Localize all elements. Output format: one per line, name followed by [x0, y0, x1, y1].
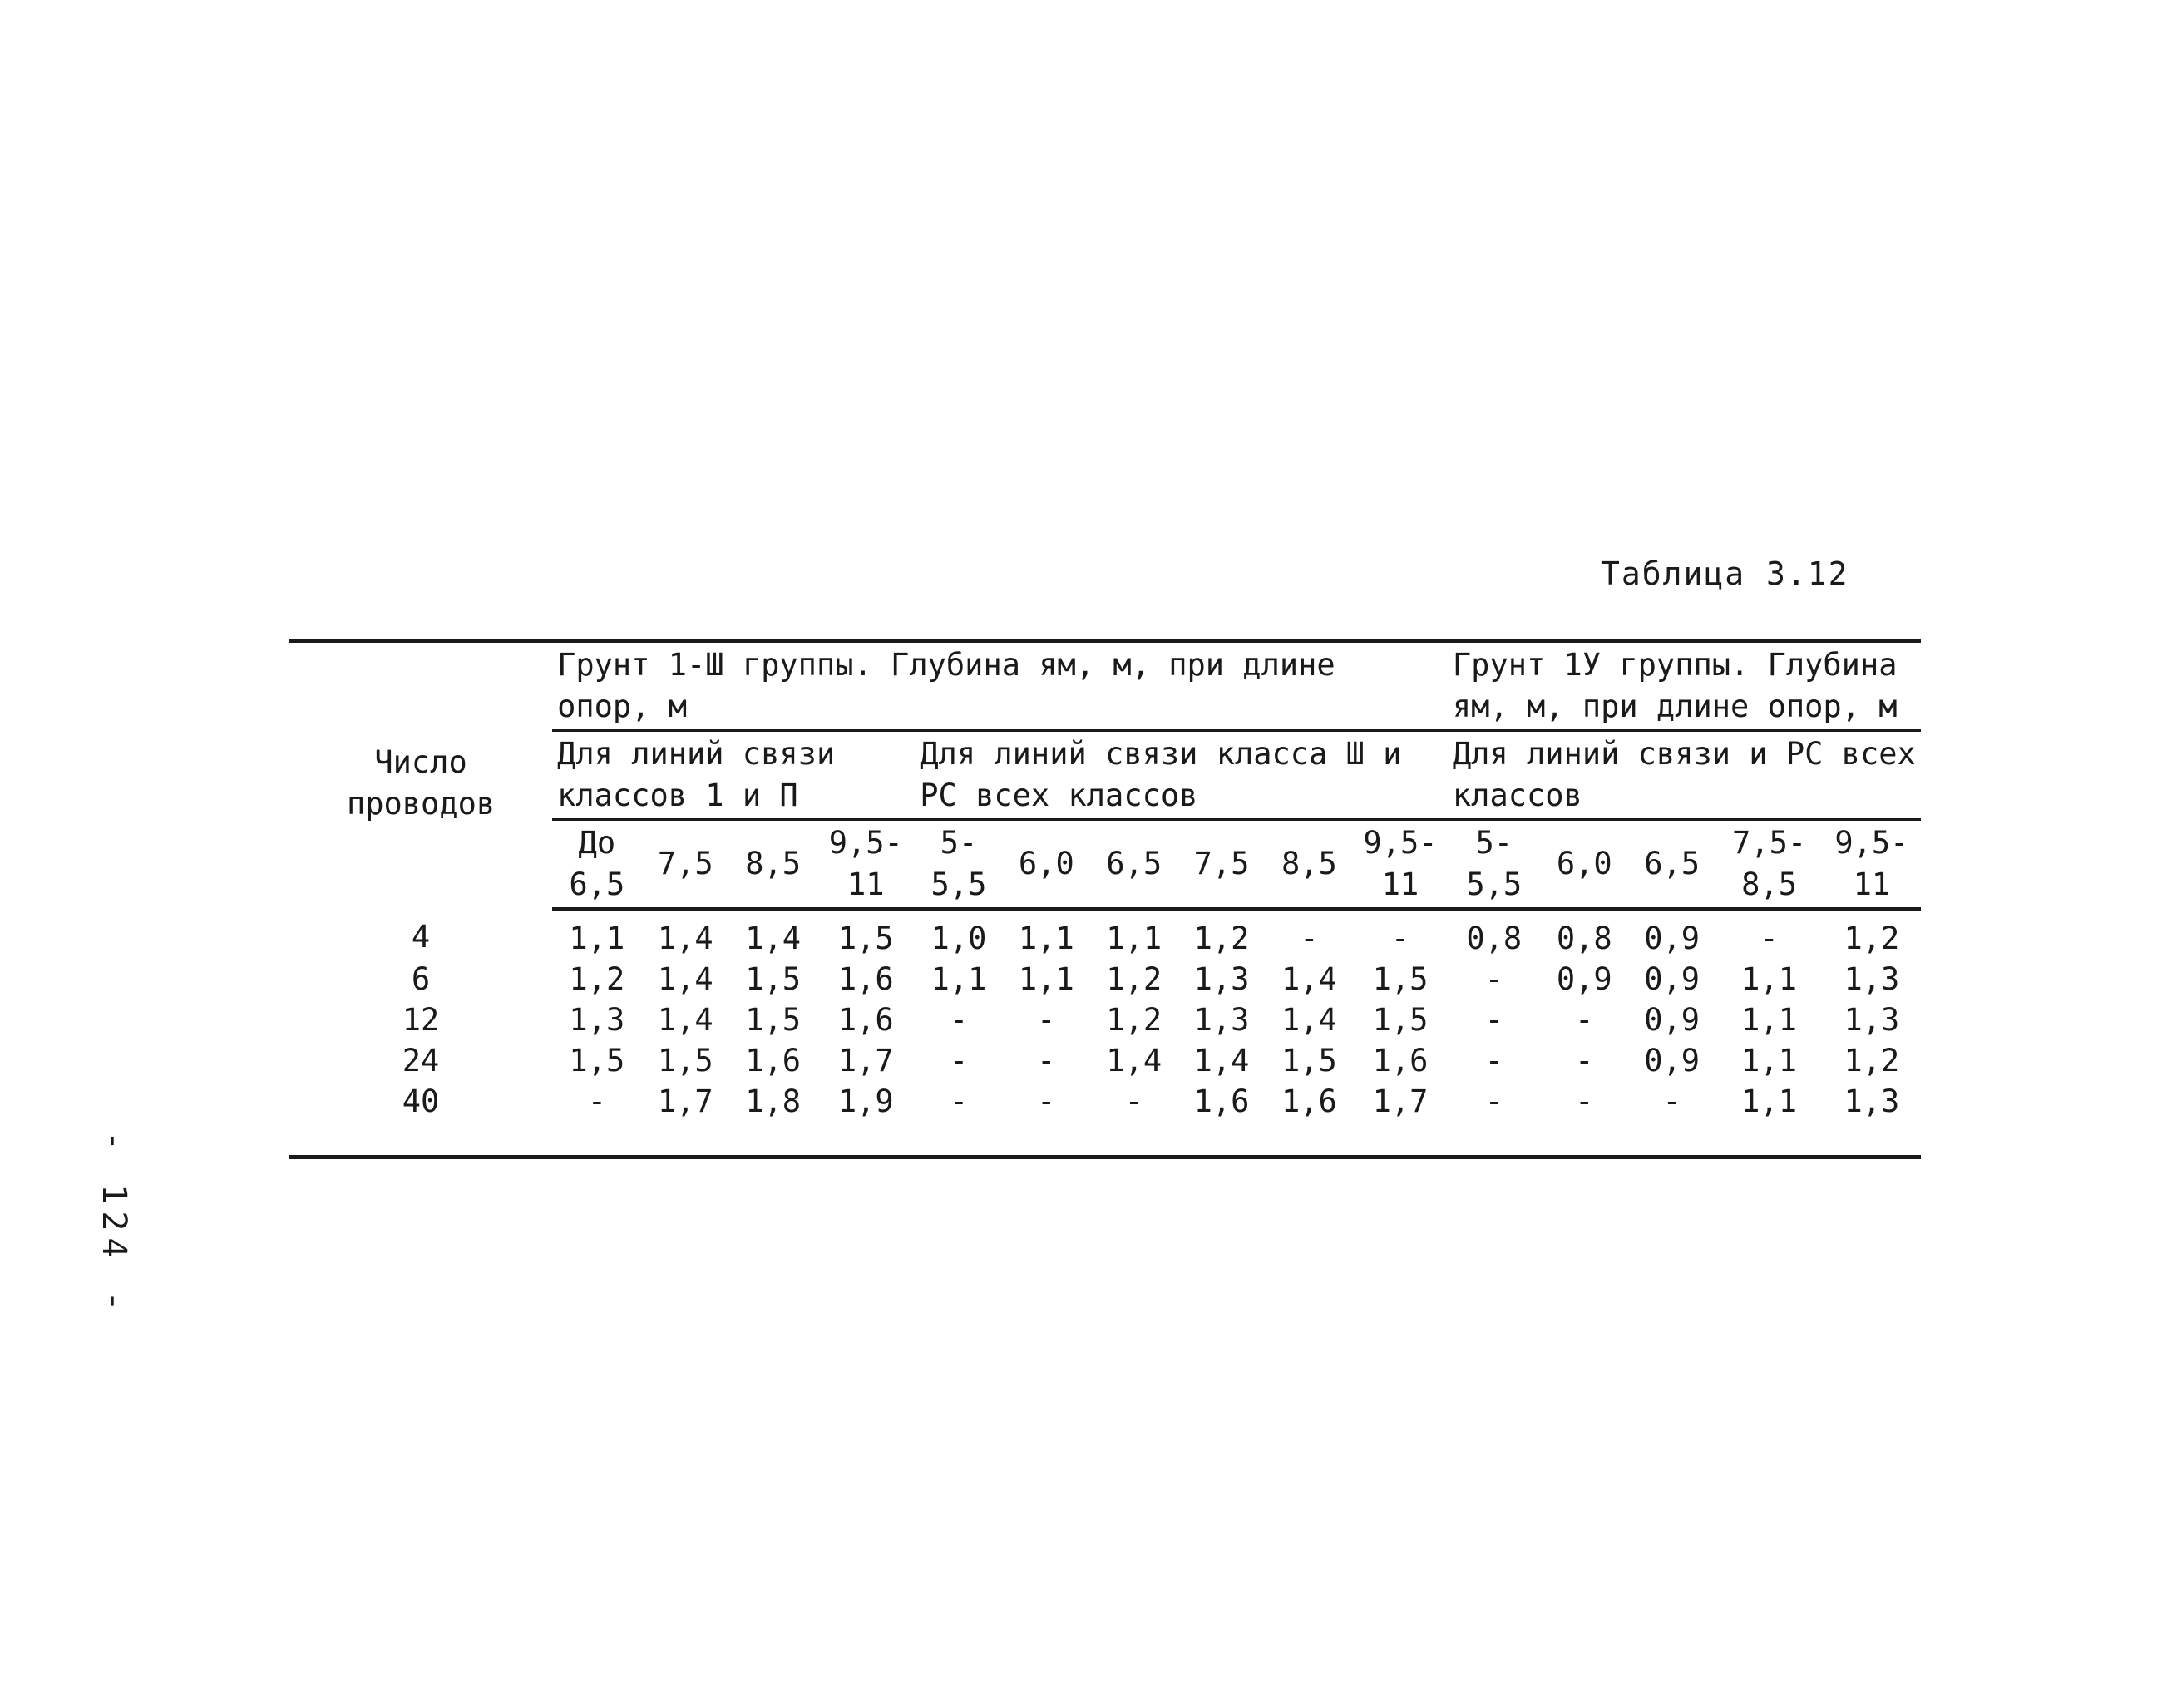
length-header: 9,5-11: [1353, 820, 1448, 910]
depth-cell: 1,0: [930, 921, 987, 956]
wires-count-cell: 40: [402, 1084, 440, 1119]
depth-cell: 1,1: [1018, 961, 1074, 997]
data-table: [289, 639, 1921, 1159]
length-header: 7,5: [642, 820, 729, 910]
depth-cell: 1,4: [657, 1002, 713, 1038]
length-header: До 6,5: [552, 820, 641, 910]
table-body: [289, 910, 1921, 1158]
depth-cell: 0,8: [1466, 921, 1523, 956]
length-header: 6,0: [1003, 820, 1090, 910]
depth-cell: 1,2: [1844, 1043, 1900, 1079]
page-number: - 124 -: [95, 1131, 133, 1318]
row-header-wires: Число проводов: [346, 744, 496, 822]
length-header: 7,5-8,5: [1715, 820, 1823, 910]
depth-cell: 1,2: [1106, 961, 1162, 997]
length-header: 6,5: [1090, 820, 1177, 910]
depth-cell: -: [1037, 1002, 1056, 1038]
depth-cell: -: [1484, 1084, 1503, 1119]
table-row: [289, 959, 1921, 1000]
length-header: 8,5: [1266, 820, 1353, 910]
depth-cell: 1,3: [1844, 961, 1900, 997]
depth-cell: 1,6: [1193, 1084, 1250, 1119]
depth-cell: -: [1575, 1084, 1594, 1119]
depth-cell: 1,2: [569, 961, 625, 997]
subheader-all-classes: Для линий связи и РС всех классов: [1448, 731, 1921, 820]
depth-cell: 1,9: [837, 1084, 894, 1119]
depth-cell: -: [1760, 921, 1779, 956]
depth-cell: 1,3: [1193, 961, 1250, 997]
depth-cell: 1,1: [569, 921, 625, 956]
length-header: 6,0: [1541, 820, 1628, 910]
wires-count-cell: 4: [411, 918, 431, 955]
depth-cell: 1,1: [1106, 921, 1162, 956]
data-table-container: [289, 639, 1921, 1159]
depth-cell: 1,4: [657, 961, 713, 997]
depth-cell: 0,8: [1556, 921, 1612, 956]
table-row: [289, 1040, 1921, 1081]
depth-cell: 0,9: [1644, 1002, 1701, 1038]
depth-cell: -: [1037, 1084, 1056, 1119]
depth-cell: 1,4: [1193, 1043, 1250, 1079]
depth-cell: 1,7: [657, 1084, 713, 1119]
depth-cell: 1,1: [1741, 1084, 1797, 1119]
depth-cell: 1,5: [1281, 1043, 1337, 1079]
depth-cell: -: [1484, 961, 1503, 997]
depth-cell: 1,4: [1281, 961, 1337, 997]
depth-cell: 1,1: [1741, 1002, 1797, 1038]
depth-cell: 1,2: [1193, 921, 1250, 956]
depth-cell: 1,6: [837, 961, 894, 997]
depth-cell: -: [1575, 1002, 1594, 1038]
depth-cell: 1,3: [569, 1002, 625, 1038]
depth-cell: 1,2: [1844, 921, 1900, 956]
table-row: [289, 910, 1921, 960]
table-row: [289, 1081, 1921, 1158]
depth-cell: -: [1300, 921, 1319, 956]
depth-cell: 1,8: [745, 1084, 802, 1119]
length-header: 5-5,5: [1448, 820, 1541, 910]
depth-cell: 1,5: [745, 961, 802, 997]
depth-cell: -: [587, 1084, 606, 1119]
depth-cell: 1,5: [745, 1002, 802, 1038]
depth-cell: 1,3: [1844, 1084, 1900, 1119]
depth-cell: 1,5: [1372, 1002, 1429, 1038]
depth-cell: -: [1484, 1002, 1503, 1038]
depth-cell: 1,4: [1281, 1002, 1337, 1038]
depth-cell: 1,5: [837, 921, 894, 956]
depth-cell: 1,2: [1106, 1002, 1162, 1038]
depth-cell: 1,4: [1106, 1043, 1162, 1079]
length-header: 7,5: [1177, 820, 1265, 910]
length-header: 9,5-11: [1823, 820, 1921, 910]
length-header: 5-5,5: [915, 820, 1002, 910]
header-row-1: [289, 641, 1921, 731]
wires-count-cell: 12: [402, 1002, 440, 1038]
table-caption: Таблица 3.12: [1601, 555, 1849, 592]
length-header: 9,5-11: [817, 820, 915, 910]
depth-cell: 0,9: [1644, 1043, 1701, 1079]
depth-cell: 1,7: [837, 1043, 894, 1079]
depth-cell: 1,4: [745, 921, 802, 956]
depth-cell: 1,1: [930, 961, 987, 997]
depth-cell: -: [949, 1002, 969, 1038]
depth-cell: 1,3: [1844, 1002, 1900, 1038]
depth-cell: 1,4: [657, 921, 713, 956]
wires-count-cell: 24: [402, 1043, 440, 1079]
subheader-classes-1-2: Для линий связи классов 1 и П: [552, 731, 915, 820]
depth-cell: -: [1037, 1043, 1056, 1079]
depth-cell: 1,3: [1193, 1002, 1250, 1038]
depth-cell: 1,5: [657, 1043, 713, 1079]
depth-cell: 1,6: [1281, 1084, 1337, 1119]
depth-cell: 0,9: [1644, 961, 1701, 997]
wires-count-cell: 6: [411, 961, 431, 997]
depth-cell: 1,6: [837, 1002, 894, 1038]
depth-cell: -: [1390, 921, 1410, 956]
depth-cell: 1,6: [1372, 1043, 1429, 1079]
table-row: [289, 1000, 1921, 1040]
length-header: 8,5: [729, 820, 817, 910]
depth-cell: -: [1575, 1043, 1594, 1079]
depth-cell: 1,6: [745, 1043, 802, 1079]
depth-cell: -: [949, 1043, 969, 1079]
depth-cell: 1,1: [1018, 921, 1074, 956]
depth-cell: 1,5: [1372, 961, 1429, 997]
depth-cell: 1,7: [1372, 1084, 1429, 1119]
subheader-class-3-rs: Для линий связи класса Ш и РС всех классов: [915, 731, 1448, 820]
depth-cell: -: [1124, 1084, 1143, 1119]
length-header: 6,5: [1628, 820, 1715, 910]
depth-cell: 1,1: [1741, 961, 1797, 997]
depth-cell: 0,9: [1644, 921, 1701, 956]
depth-cell: -: [949, 1084, 969, 1119]
group-header-soil-1-3: Грунт 1-Ш группы. Глубина ям, м, при длине опор, м: [552, 641, 1448, 731]
depth-cell: 0,9: [1556, 961, 1612, 997]
table-head: [289, 641, 1921, 910]
depth-cell: 1,5: [569, 1043, 625, 1079]
depth-cell: -: [1662, 1084, 1681, 1119]
group-header-soil-4: Грунт 1У группы. Глубина ям, м, при длине опор, м: [1448, 641, 1921, 731]
depth-cell: -: [1484, 1043, 1503, 1079]
depth-cell: 1,1: [1741, 1043, 1797, 1079]
